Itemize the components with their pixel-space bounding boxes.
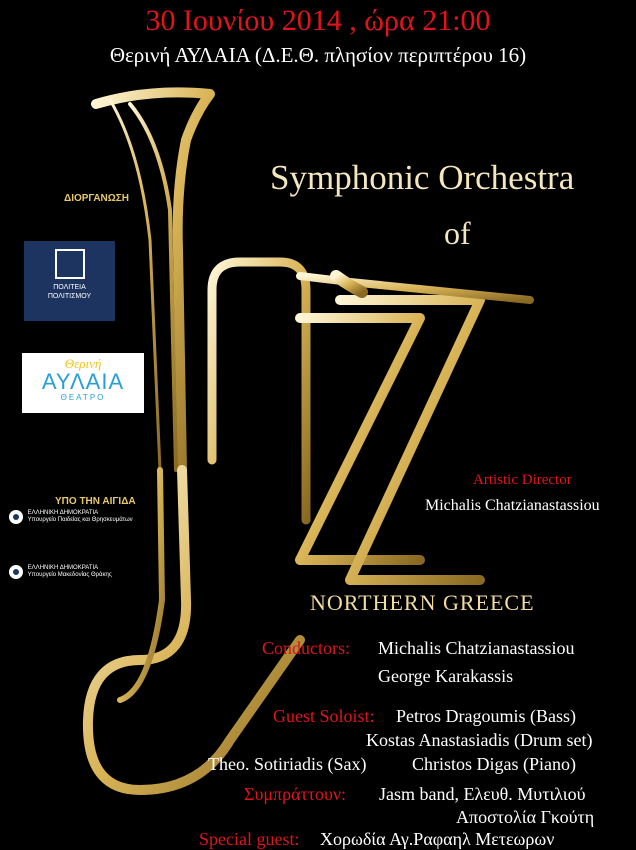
soloist-name: Kostas Anastasiadis (Drum set) — [366, 730, 593, 750]
soloist-name: Christos Digas (Piano) — [412, 754, 576, 774]
artistic-director-name: Michalis Chatzianastassiou — [425, 497, 600, 514]
organizer-label: ΔΙΟΡΓΑΝΩΣΗ — [64, 193, 130, 204]
avlaia-theatro-logo — [22, 353, 144, 413]
cooperate-name: Αποστολία Γκούτη — [456, 807, 595, 827]
logo-text-line1: ΠΟΛΙΤΕΙΑ — [53, 284, 86, 291]
politeia-politismou-logo — [24, 241, 115, 321]
ministry-line1: ΕΛΛΗΝΙΚΗ ΔΗΜΟΚΡΑΤΙΑ — [27, 565, 99, 571]
northern-greece-label: NORTHERN GREECE — [310, 590, 535, 615]
ministry-macedonia-thrace — [9, 565, 112, 579]
logo-script-text: Θερινή — [64, 356, 102, 371]
greek-republic-seal-icon — [9, 510, 23, 524]
jazz-first-z — [300, 318, 420, 560]
event-venue: Θερινή ΑΥΛΑΙΑ (Δ.Ε.Θ. πλησίον περιπτέρου 16) — [109, 43, 527, 67]
soloist-name: Theo. Sotiriadis (Sax) — [208, 754, 367, 774]
ministry-line2: Υπουργείο Μακεδονίας Θράκης — [27, 572, 112, 578]
conductor-name: Michalis Chatzianastassiou — [378, 638, 575, 658]
title-line2: of — [444, 215, 471, 251]
trumpet-bell-inner-2 — [110, 100, 160, 470]
trumpet-slide-loop — [212, 262, 306, 520]
cooperate-name: Jasm band, Ελευθ. Μυτιλιού — [379, 784, 586, 804]
logo-sub-text: ΘΕΑΤΡΟ — [60, 393, 106, 402]
ministry-line1: ΕΛΛΗΝΙΚΗ ΔΗΜΟΚΡΑΤΙΑ — [27, 510, 99, 516]
conductors-label: Conductors: — [262, 638, 350, 658]
title-line1: Symphonic Orchestra — [270, 158, 575, 197]
greek-republic-seal-icon — [9, 565, 23, 579]
logo-main-text: ΑΥΛΑΙΑ — [41, 369, 125, 394]
logo-text-line2: ΠΟΛΙΤΙΣΜΟΥ — [47, 293, 92, 300]
special-guest-name: Χορωδία Αγ.Ραφαηλ Μετεωρων — [320, 829, 555, 849]
soloist-name: Petros Dragoumis (Bass) — [396, 706, 576, 726]
artistic-director-label: Artistic Director — [473, 472, 572, 488]
cooperate-label: Συμπράττουν: — [244, 784, 347, 804]
guest-soloist-label: Guest Soloist: — [273, 706, 375, 726]
special-guest-label: Special guest: — [199, 829, 300, 849]
trumpet-mouthpiece — [336, 276, 362, 292]
logo-mark-icon — [55, 249, 85, 279]
event-date: 30 Ιουνίου 2014 , ώρα 21:00 — [145, 4, 491, 37]
conductor-name: George Karakassis — [378, 666, 514, 686]
ministry-line2: Υπουργείο Παιδείας και Θρησκευμάτων — [27, 517, 133, 523]
aegis-label: ΥΠΟ ΤΗΝ ΑΙΓΙΔΑ — [55, 496, 136, 507]
ministry-education — [9, 510, 133, 524]
